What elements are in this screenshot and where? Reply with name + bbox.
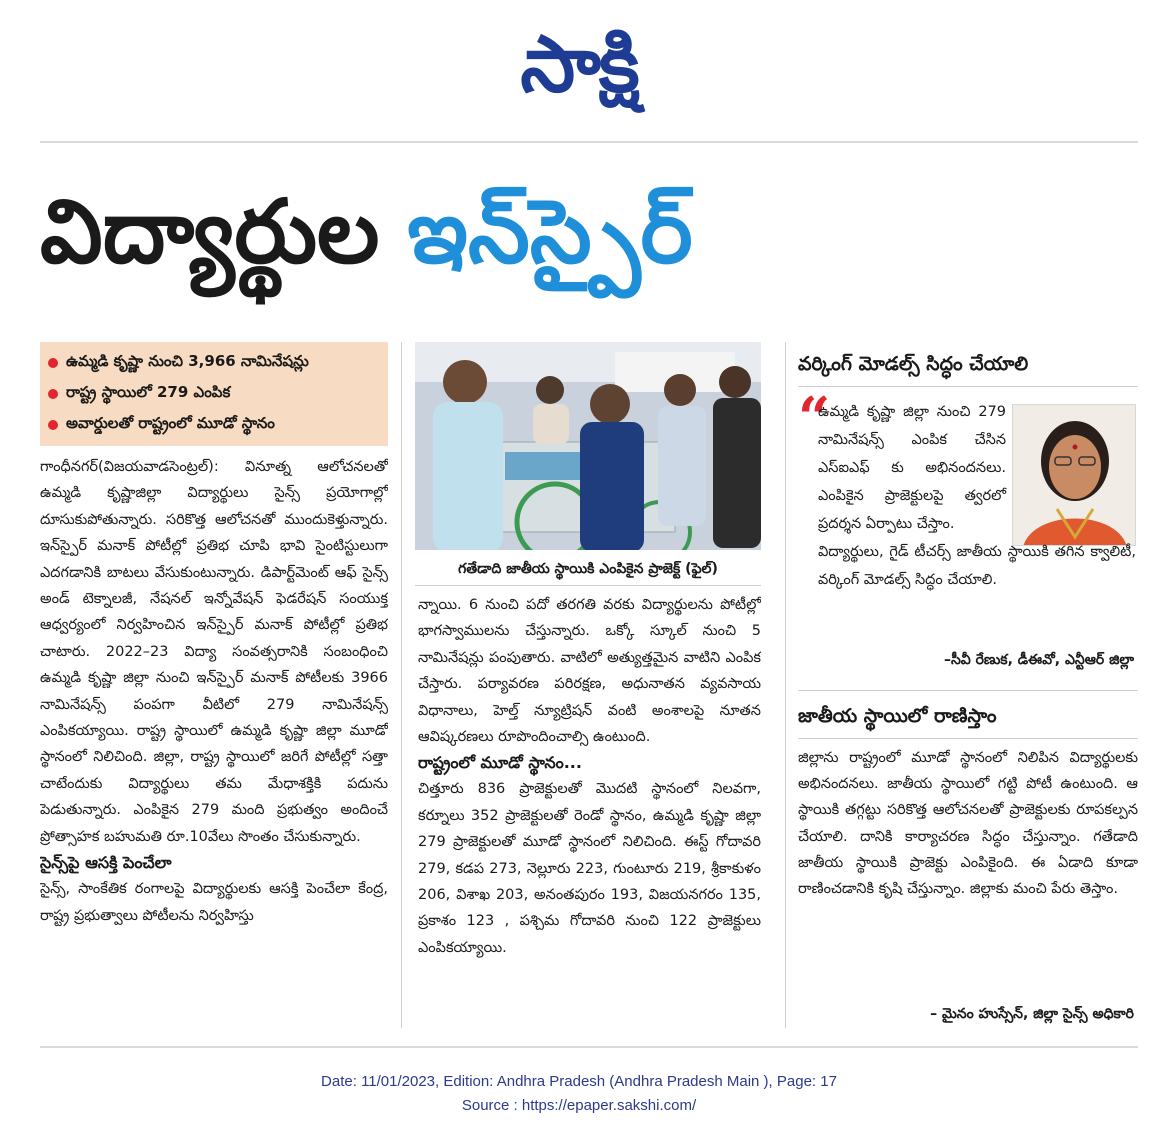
section-subheading: రాష్ట్రంలో మూడో స్థానం... xyxy=(418,753,582,773)
quote2-box xyxy=(798,694,1138,902)
headline-part-1: విద్యార్థుల xyxy=(40,180,380,283)
article-paragraph: సైన్స్‌, సాంకేతిక రంగాలపై విద్యార్థులకు ఆసక్తి పెంచేలా కేంద్ర, రాష్ట్ర ప్రభుత్వాలు పోటీలను నిర్వహిస్తు xyxy=(40,881,388,924)
column-divider xyxy=(785,342,786,1028)
section-divider xyxy=(798,690,1138,691)
bottom-divider xyxy=(40,1046,1138,1048)
highlights-box xyxy=(40,342,388,446)
footer xyxy=(0,1070,1158,1118)
article-paragraph: న్నాయి. 6 నుంచి పదో తరగతి వరకు విద్యార్థులను పోటీల్లో భాగస్వాములను చేస్తున్నారు. ఒక్కో స్కూల్‌ నుంచి 5 నామినేషన్లు పంపుతారు. వాటిలో అత్యుత్తమైన వాటిని ఎంపిక చేస్తారు. పర్యావరణ పరిరక్షణ, అధునాతన వ్యవసాయ విధానాలు, హెల్త్‌ న్యూట్రిషన్‌ వంటి అంశాలపై నూతన ఆవిష్కరణలు రూపొందించాల్సి ఉంటుంది. xyxy=(418,597,761,746)
sidebar-quotes xyxy=(798,342,1138,1028)
quote-mark-icon: “ xyxy=(798,385,831,451)
highlight-text: ఉమ్మడి కృష్ణా నుంచి 3,966 నామినేషన్లు xyxy=(66,351,309,370)
quote1-title: వర్కింగ్‌ మోడల్స్‌ సిద్ధం చేయాలి xyxy=(798,342,1138,387)
masthead xyxy=(0,0,1158,140)
quote1-text-part-1: ఉమ్మడి కృష్ణా జిల్లా నుంచి 279 నామినేషన్స్‌ ఎంపిక చేసిన ఎస్‌ఐఎఫ్‌ కు అభినందనలు. ఎంపికైన ప్రాజెక్టులపై త్వరలో ప్రదర్శన ఏర్పాటు చేస్తాం. xyxy=(818,404,1006,532)
article-column-1 xyxy=(40,454,388,1028)
highlight-text: రాష్ట్ర స్థాయిలో 279 ఎంపిక xyxy=(66,382,231,401)
sakshi-logo[interactable]: సాక్షి xyxy=(520,20,638,110)
article-photo xyxy=(415,342,761,550)
quote1-byline: –సీవీ రేణుక, డీఈవో, ఎన్టీఆర్‌ జిల్లా xyxy=(943,652,1134,668)
highlight-item xyxy=(48,378,380,409)
source-link[interactable]: Source : https://epaper.sakshi.com/ xyxy=(461,1097,697,1114)
headline-part-2: ఇన్‌స్పైర్ xyxy=(407,180,693,283)
column-divider xyxy=(401,342,402,1028)
bullet-icon xyxy=(48,420,58,430)
quote1-body xyxy=(818,398,1136,594)
highlight-text: అవార్డులతో రాష్ట్రంలో మూడో స్థానం xyxy=(66,413,275,432)
highlight-item xyxy=(48,409,380,440)
highlight-item xyxy=(48,347,380,378)
article-column-2 xyxy=(418,592,761,1028)
edition-info: Date: 11/01/2023, Edition: Andhra Pradesh (Andhra Pradesh Main ), Page: 17 xyxy=(321,1073,837,1090)
section-subheading: సైన్స్‌పై ఆసక్తి పెంచేలా xyxy=(40,853,172,873)
quote2-byline: – మైనం హుస్సేన్‌, జిల్లా సైన్స్‌ అధికారి xyxy=(930,1006,1134,1022)
quote1-text-part-2: విద్యార్థులు, గైడ్‌ టీచర్స్‌ జాతీయ స్థాయికి తగిన క్వాలిటీ, వర్కింగ్‌ మోడల్స్‌ సిద్ధం చేయాలి. xyxy=(818,544,1136,588)
article-paragraph: గాంధీనగర్‌(విజయవాడసెంట్రల్‌): వినూత్న ఆలోచనలతో ఉమ్మడి కృష్ణాజిల్లా విద్యార్థులు సైన్స్‌ ప్రయోగాల్లో దూసుకుపోతున్నారు. సరికొత్త ఆలోచనతో ముందుకెళ్తున్నారు. ఇన్‌స్పైర్‌ మనాక్‌ పోటీల్లో ప్రతిభ చూపి భావి సైంటిస్టులుగా ఎదగడానికి బాటలు వేసుకుంటున్నారు. డిపార్ట్‌మెంట్‌ ఆఫ్‌ సైన్స్‌ అండ్‌ టెక్నాలజీ, నేషనల్‌ ఇన్నోవేషన్‌ ఫెడరేషన్‌ సంయుక్త ఆధ్వర్యంలో నిర్వహించిన ఇన్‌స్పైర్‌ మనాక్‌ పోటీల్లో ప్రతిభ చాటారు. 2022–23 విద్యా సంవత్సరానికి సంబంధించి ఉమ్మడి కృష్ణా జిల్లా నుంచి ఇన్‌స్పైర్‌ మనాక్‌ పోటీలకు 3966 నామినేషన్స్‌ పంపగా వీటిలో 279 నామినేషన్స్‌ ఎంపికయ్యాయి. రాష్ట్ర స్థాయిలో ఉమ్మడి కృష్ణా జిల్లా మూడో స్థానంలో నిలిచింది. జిల్లా, రాష్ట్ర స్థాయిలో జరిగే పోటీల్లో సత్తా చాటేందుకు విద్యార్థులు తమ మేధాశక్తికి పదును పెడుతున్నారు. ఎంపికైన 279 మంది ప్రభుత్వం అందించే ప్రోత్సాహక బహుమతి రూ.10వేలు సొంతం చేసుకున్నారు. xyxy=(40,459,388,845)
quote2-text: జిల్లాను రాష్ట్రంలో మూడో స్థానంలో నిలిపిన విద్యార్థులకు అభినందనలు. జాతీయ స్థాయిలో గట్టి పోటీ ఉంటుంది. ఆ స్థాయికి తగ్గట్టు సరికొత్త ఆలోచనలతో ప్రాజెక్టులకు రూపకల్పన చేయాలి. దానికి కార్యాచరణ సిద్ధం చేస్తున్నాం. గతేడాది జాతీయ స్థాయికి ప్రాజెక్టు ఎంపికైంది. ఈ ఏడాది కూడా రాణించడానికి కృషి చేస్తున్నాం. జిల్లాకు మంచి పేరు తెస్తాం. xyxy=(798,750,1138,898)
article-paragraph: చిత్తూరు 836 ప్రాజెక్టులతో మొదటి స్థానంలో నిలవగా, కర్నూలు 352 ప్రాజెక్టులతో రెండో స్థానం, ఉమ్మడి కృష్ణా జిల్లా 279 ప్రాజెక్టులతో మూడో స్థానంలో నిలిచింది. ఈస్ట్‌ గోదావరి 279, కడప 273, నెల్లూరు 223, గుంటూరు 219, శ్రీకాకుళం 206, విశాఖ 203, అనంతపురం 193, విజయనగరం 135, ప్రకాశం 123 , పశ్చిమ గోదావరి నుంచి 122 ప్రాజెక్టులు ఎంపికయ్యాయి. xyxy=(418,781,761,956)
bullet-icon xyxy=(48,358,58,368)
headline xyxy=(40,152,1138,330)
quote2-title: జాతీయ స్థాయిలో రాణిస్తాం xyxy=(798,694,1138,739)
photo-caption: గతేడాది జాతీయ స్థాయికి ఎంపికైన ప్రాజెక్ట్‌ (ఫైల్‌) xyxy=(415,552,761,586)
top-divider xyxy=(40,141,1138,143)
exhibition-photo-illustration xyxy=(415,342,761,550)
bullet-icon xyxy=(48,389,58,399)
